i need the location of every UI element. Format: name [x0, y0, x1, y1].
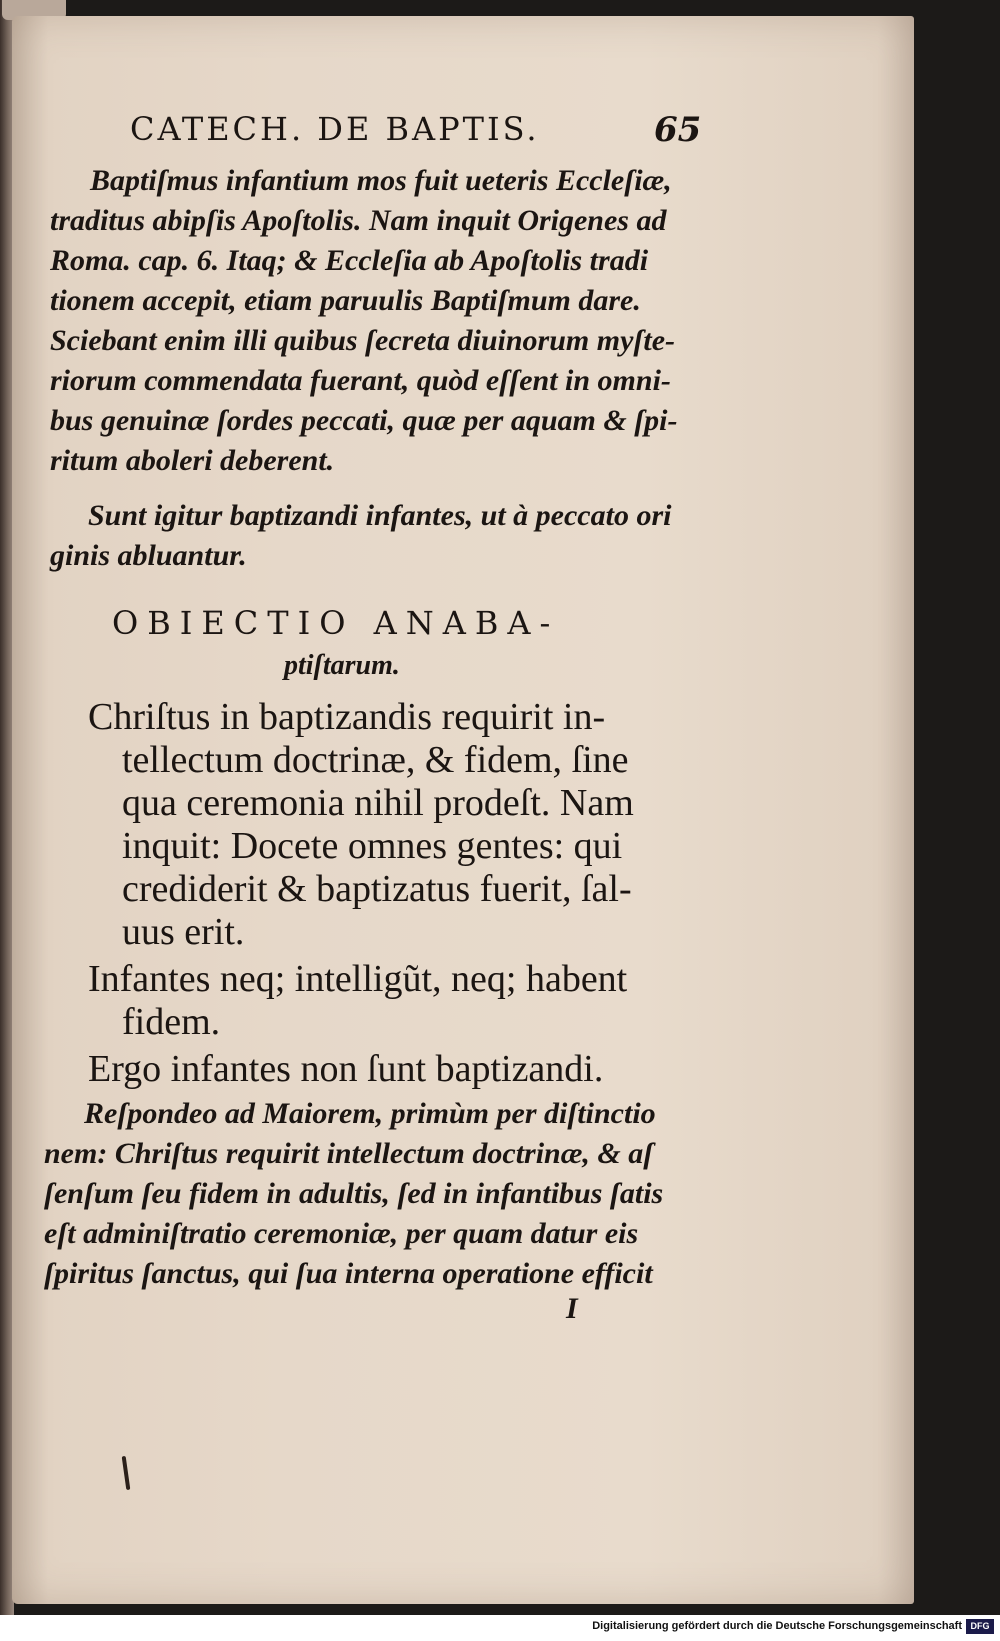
conclusion-line: Ergo infantes non ſunt baptizandi. — [88, 1048, 604, 1090]
dfg-logo: DFG — [966, 1619, 994, 1634]
footer-bar — [0, 1615, 1000, 1641]
response-line: Reſpondeo ad Maiorem, primùm per diſtinctio — [84, 1097, 656, 1130]
major-premise-line: inquit: Docete omnes gentes: qui — [122, 825, 623, 867]
response-line: ſenſum ſeu fidem in adultis, ſed in infantibus ſatis — [44, 1177, 664, 1210]
major-premise-line: qua ceremonia nihil prodeſt. Nam — [122, 782, 634, 824]
major-premise-line: Chriſtus in baptizandis requirit in- — [88, 696, 606, 738]
catchword: I — [566, 1292, 578, 1325]
funding-credit: Digitalisierung gefördert durch die Deutsche Forschungsgemeinschaft — [592, 1620, 962, 1632]
minor-premise-line: Infantes neq; intelligũt, neq; habent — [88, 958, 628, 1000]
text-line: traditus abipſis Apoſtolis. Nam inquit Origenes ad — [50, 204, 667, 237]
text-line: tionem accepit, etiam paruulis Baptiſmum dare. — [50, 284, 641, 317]
text-line: ginis abluantur. — [50, 539, 247, 572]
section-subheading: ptiſtarum. — [284, 650, 400, 681]
text-line: Baptiſmus infantium mos fuit ueteris Eccleſiæ, — [90, 164, 672, 197]
major-premise-line: crediderit & baptizatus fuerit, ſal- — [122, 868, 632, 910]
text-line: ritum aboleri deberent. — [50, 444, 335, 477]
response-line: eſt adminiſtratio ceremoniæ, per quam datur eis — [44, 1217, 639, 1250]
response-line: ſpiritus ſanctus, qui ſua interna operatione efficit — [44, 1257, 653, 1290]
major-premise-line: uus erit. — [122, 911, 245, 953]
response-line: nem: Chriſtus requirit intellectum doctrinæ, & aſ — [44, 1137, 654, 1170]
major-premise-line: tellectum doctrinæ, & fidem, ſine — [122, 739, 629, 781]
text-line: Sunt igitur baptizandi infantes, ut à peccato ori — [88, 499, 672, 532]
text-line: Sciebant enim illi quibus ſecreta diuinorum myſte- — [50, 324, 676, 357]
running-title: CATECH. DE BAPTIS. — [130, 110, 540, 148]
section-heading: OBIECTIO ANABA- — [112, 604, 560, 642]
text-line: bus genuinæ ſordes peccati, quæ per aquam & ſpi- — [50, 404, 678, 437]
minor-premise-line: fidem. — [122, 1001, 221, 1043]
folio-number: 65 — [654, 110, 702, 150]
text-line: Roma. cap. 6. Itaq; & Eccleſia ab Apoſtolis tradi — [50, 244, 649, 277]
text-line: riorum commendata fuerant, quòd eſſent in omni- — [50, 364, 671, 397]
